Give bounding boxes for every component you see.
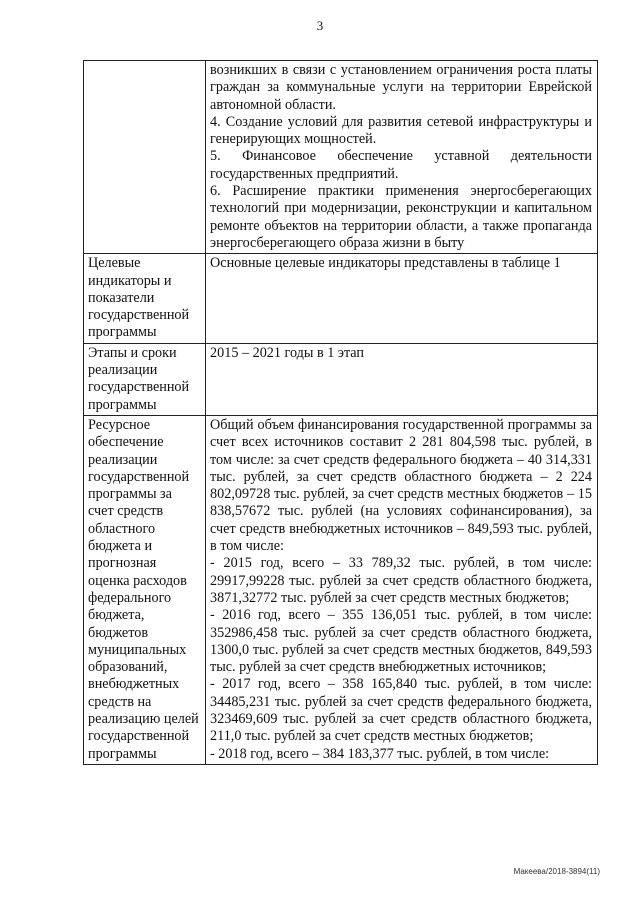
row-value [206,343,598,415]
paragraph: - 2017 год, всего – 358 165,840 тыс. рублей, в том числе: 34485,231 тыс. рублей за счет средств федерального бюджета, 323469,609 тыс. рублей за счет средств областного бюджета, 211,0 тыс. рублей за счет средств местных бюджетов; [210,676,592,745]
paragraph: Основные целевые индикаторы представлены в таблице 1 [210,255,561,272]
paragraph: 4. Создание условий для развития сетевой инфраструктуры и генерирующих мощностей. [210,113,592,148]
table-row [84,415,598,764]
paragraph: - 2015 год, всего – 33 789,32 тыс. рублей, в том числе: 29917,99228 тыс. рублей за счет средств областного бюджета, 3871,32772 тыс. рублей за счет средств местных бюджетов; [210,555,592,606]
row-label: Этапы и сроки реализации государственной программы [84,343,206,415]
paragraph: Общий объем финансирования государственной программы за счет всех источников составит 2 281 804,598 тыс. рублей, в том числе: за счет средств федерального бюджета – 40 314,331 тыс. рублей, за счет средств областного бюджета – 2 224 802,09728 тыс. рублей, за счет средств местных бюджетов – 15 838,57672 тыс. рублей (на условиях софинансирования), за счет средств внебюджетных источников – 849,593 тыс. рублей, в том числе: [210,416,592,555]
paragraph: возникших в связи с установлением ограничения роста платы граждан за коммунальные услуги на территории Еврейской автономной области. [210,62,592,113]
page-number: 3 [316,18,324,33]
row-label [84,61,206,254]
paragraph: 2015 – 2021 годы в 1 этап [210,344,365,361]
row-label: Целевые индикаторы и показатели государственной программы [84,254,206,343]
row-value [206,254,598,343]
paragraph: 6. Расширение практики применения энергосберегающих технологий при модернизации, реконструкции и капитальном ремонте объектов на территории области, а также пропаганда энергосберегающего образа жизни в быту [210,183,592,251]
program-passport-table [83,60,598,765]
table-row [84,61,598,254]
paragraph: - 2016 год, всего – 355 136,051 тыс. рублей, в том числе: 352986,458 тыс. рублей за счет средств областного бюджета, 1300,0 тыс. рублей за счет средств местных бюджетов, 849,593 тыс. рублей за счет средств внебюджетных источников; [210,607,592,676]
paragraph: 5. Финансовое обеспечение уставной деятельности государственных предприятий. [210,148,592,182]
row-value [206,61,598,254]
row-value [206,415,598,764]
document-code: Макеева/2018-3894(11) [513,867,600,876]
row-label: Ресурсное обеспечение реализации государственной программы за счет средств областного бюджета и прогнозная оценка расходов федерального бюджета, бюджетов муниципальных образований, внебюджетных средств на реализацию целей государственной программы [84,415,206,764]
table-row [84,343,598,415]
table-row [84,254,598,343]
paragraph: - 2018 год, всего – 384 183,377 тыс. рублей, в том числе: [210,745,550,762]
